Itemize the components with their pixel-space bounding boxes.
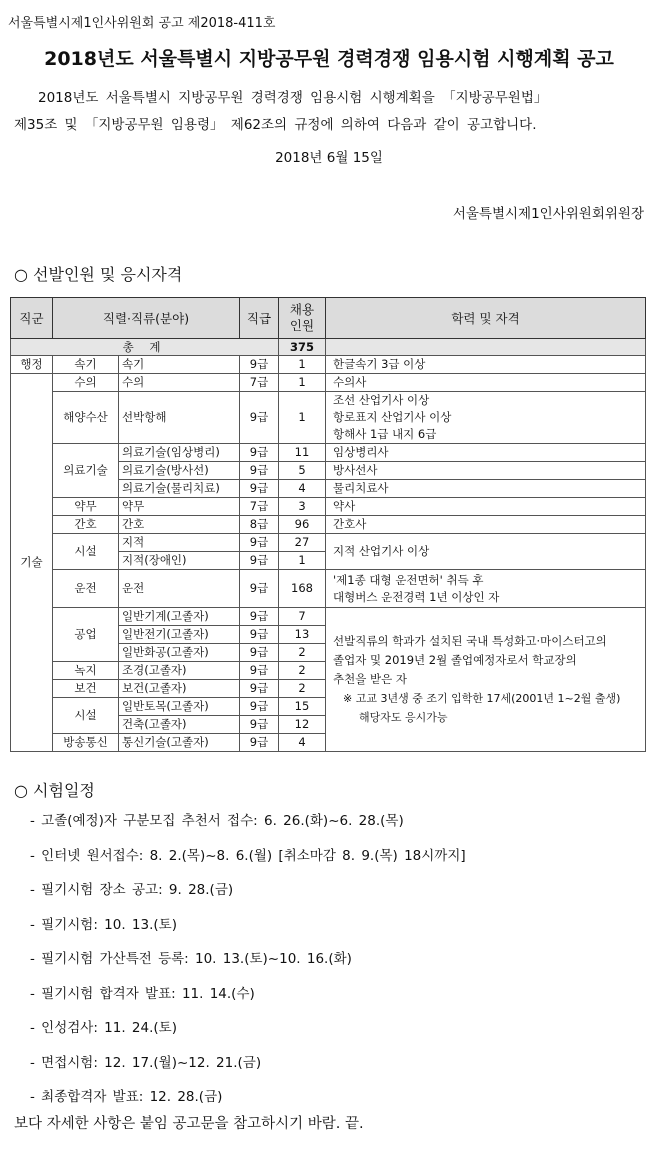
qualification-cell: 간호사 bbox=[326, 516, 646, 534]
header-series: 직렬·직류(분야) bbox=[53, 298, 240, 339]
series-cell: 수의 bbox=[53, 374, 119, 392]
job-cell: 일반화공(고졸자) bbox=[119, 644, 240, 662]
series-cell: 속기 bbox=[53, 356, 119, 374]
schedule-item: - 필기시험 합격자 발표: 11. 14.(수) bbox=[30, 985, 255, 1002]
recruitment-table bbox=[10, 297, 646, 752]
table-row bbox=[11, 516, 646, 534]
body-text-line-2: 제35조 및 「지방공무원 임용령」 제62조의 규정에 의하여 다음과 같이 공고합니다. bbox=[14, 117, 537, 133]
header-grade: 직급 bbox=[240, 298, 279, 339]
job-cell: 일반기계(고졸자) bbox=[119, 608, 240, 626]
document-title: 2018년도 서울특별시 지방공무원 경력경쟁 임용시험 시행계획 공고 bbox=[44, 48, 614, 70]
qualification-line: 항로표지 산업기사 이상 bbox=[333, 410, 452, 424]
total-value: 375 bbox=[279, 339, 326, 356]
job-cell: 속기 bbox=[119, 356, 240, 374]
grade-cell: 9급 bbox=[240, 626, 279, 644]
series-cell: 간호 bbox=[53, 516, 119, 534]
grade-cell: 9급 bbox=[240, 480, 279, 498]
job-cell: 운전 bbox=[119, 570, 240, 608]
grade-cell: 9급 bbox=[240, 698, 279, 716]
qualification-line: 대형버스 운전경력 1년 이상인 자 bbox=[333, 589, 500, 604]
section-title-schedule: ○ 시험일정 bbox=[14, 781, 95, 800]
closing-remark: 보다 자세한 사항은 붙임 공고문을 참고하시기 바람. 끝. bbox=[14, 1116, 364, 1132]
issuer-name: 서울특별시제1인사위원회위원장 bbox=[452, 206, 644, 222]
schedule-item: - 필기시험 가산특전 등록: 10. 13.(토)~10. 16.(화) bbox=[30, 951, 352, 967]
qualification-cell: 물리치료사 bbox=[326, 480, 646, 498]
job-cell: 의료기술(물리치료) bbox=[119, 480, 240, 498]
grade-cell: 9급 bbox=[240, 534, 279, 552]
count-cell: 13 bbox=[279, 626, 326, 644]
qualification-note: ※ 고교 3년생 중 조기 입학한 17세(2001년 1~2월 출생) bbox=[343, 692, 621, 705]
series-cell: 운전 bbox=[53, 570, 119, 608]
count-cell: 2 bbox=[279, 644, 326, 662]
grade-cell: 9급 bbox=[240, 734, 279, 752]
qualification-cell bbox=[326, 392, 646, 444]
count-cell: 27 bbox=[279, 534, 326, 552]
qualification-cell: 약사 bbox=[326, 498, 646, 516]
series-cell: 보건 bbox=[53, 680, 119, 698]
grade-cell: 9급 bbox=[240, 356, 279, 374]
grade-cell: 9급 bbox=[240, 608, 279, 626]
count-cell: 7 bbox=[279, 608, 326, 626]
series-cell: 녹지 bbox=[53, 662, 119, 680]
qualification-cell: 한글속기 3급 이상 bbox=[326, 356, 646, 374]
qualification-cell bbox=[326, 570, 646, 608]
qualification-line: 선발직류의 학과가 설치된 국내 특성화고·마이스터고의 bbox=[333, 634, 607, 648]
count-cell: 15 bbox=[279, 698, 326, 716]
qualification-line: 추천을 받은 자 bbox=[333, 672, 407, 686]
series-cell: 의료기술 bbox=[53, 444, 119, 498]
grade-cell: 9급 bbox=[240, 392, 279, 444]
job-cell: 의료기술(방사선) bbox=[119, 462, 240, 480]
job-cell: 통신기술(고졸자) bbox=[119, 734, 240, 752]
series-cell: 시설 bbox=[53, 534, 119, 570]
grade-cell: 9급 bbox=[240, 462, 279, 480]
count-cell: 4 bbox=[279, 480, 326, 498]
header-count: 채용 인원 bbox=[279, 298, 326, 339]
group-cell: 기술 bbox=[11, 374, 53, 752]
total-label: 총 계 bbox=[11, 339, 279, 356]
job-cell: 수의 bbox=[119, 374, 240, 392]
table-row bbox=[11, 570, 646, 608]
job-cell: 의료기술(임상병리) bbox=[119, 444, 240, 462]
grade-cell: 9급 bbox=[240, 662, 279, 680]
schedule-item: - 최종합격자 발표: 12. 28.(금) bbox=[30, 1089, 223, 1105]
table-row bbox=[11, 356, 646, 374]
table-row bbox=[11, 498, 646, 516]
qualification-cell: 임상병리사 bbox=[326, 444, 646, 462]
grade-cell: 7급 bbox=[240, 374, 279, 392]
total-row bbox=[11, 339, 646, 356]
schedule-item: - 필기시험 장소 공고: 9. 28.(금) bbox=[30, 882, 234, 898]
schedule-item: - 인터넷 원서접수: 8. 2.(목)~8. 6.(월) [취소마감 8. 9.(목) 18시까지] bbox=[30, 847, 466, 864]
section-title-recruitment: ○ 선발인원 및 응시자격 bbox=[14, 265, 183, 284]
series-cell: 방송통신 bbox=[53, 734, 119, 752]
grade-cell: 9급 bbox=[240, 444, 279, 462]
table-row bbox=[11, 608, 646, 626]
body-text-line-1: 2018년도 서울특별시 지방공무원 경력경쟁 임용시험 시행계획을 「지방공무원법」 bbox=[38, 90, 548, 106]
qualification-line: 조선 산업기사 이상 bbox=[333, 393, 430, 407]
header-qualification: 학력 및 자격 bbox=[326, 298, 646, 339]
count-cell: 1 bbox=[279, 552, 326, 570]
job-cell: 조경(고졸자) bbox=[119, 662, 240, 680]
qualification-line: '제1종 대형 운전면허' 취득 후 bbox=[333, 572, 484, 587]
grade-cell: 9급 bbox=[240, 716, 279, 734]
schedule-item: - 인성검사: 11. 24.(토) bbox=[30, 1020, 177, 1036]
job-cell: 선박항해 bbox=[119, 392, 240, 444]
count-cell: 3 bbox=[279, 498, 326, 516]
table-row bbox=[11, 534, 646, 552]
header-group: 직군 bbox=[11, 298, 53, 339]
grade-cell: 7급 bbox=[240, 498, 279, 516]
series-cell: 시설 bbox=[53, 698, 119, 734]
job-cell: 지적(장애인) bbox=[119, 552, 240, 570]
count-cell: 11 bbox=[279, 444, 326, 462]
grade-cell: 9급 bbox=[240, 680, 279, 698]
grade-cell: 9급 bbox=[240, 552, 279, 570]
table-row bbox=[11, 444, 646, 462]
series-cell: 해양수산 bbox=[53, 392, 119, 444]
count-cell: 1 bbox=[279, 392, 326, 444]
qualification-line: 항해사 1급 내지 6급 bbox=[333, 427, 437, 441]
count-cell: 1 bbox=[279, 374, 326, 392]
count-cell: 2 bbox=[279, 662, 326, 680]
job-cell: 건축(고졸자) bbox=[119, 716, 240, 734]
job-cell: 보건(고졸자) bbox=[119, 680, 240, 698]
qualification-cell bbox=[326, 608, 646, 752]
schedule-list bbox=[30, 812, 466, 1123]
job-cell: 일반토목(고졸자) bbox=[119, 698, 240, 716]
table-header-row bbox=[11, 298, 646, 339]
grade-cell: 9급 bbox=[240, 570, 279, 608]
count-cell: 1 bbox=[279, 356, 326, 374]
job-cell: 지적 bbox=[119, 534, 240, 552]
notice-date: 2018년 6월 15일 bbox=[275, 150, 383, 166]
count-cell: 168 bbox=[279, 570, 326, 608]
schedule-item: - 면접시험: 12. 17.(월)~12. 21.(금) bbox=[30, 1054, 262, 1071]
table-row bbox=[11, 374, 646, 392]
job-cell: 일반전기(고졸자) bbox=[119, 626, 240, 644]
table-row bbox=[11, 392, 646, 444]
schedule-item: - 필기시험: 10. 13.(토) bbox=[30, 916, 177, 933]
job-cell: 약무 bbox=[119, 498, 240, 516]
count-cell: 4 bbox=[279, 734, 326, 752]
group-cell: 행정 bbox=[11, 356, 53, 374]
qualification-cell: 수의사 bbox=[326, 374, 646, 392]
series-cell: 약무 bbox=[53, 498, 119, 516]
qualification-note: 해당자도 응시가능 bbox=[359, 711, 448, 724]
job-cell: 간호 bbox=[119, 516, 240, 534]
grade-cell: 8급 bbox=[240, 516, 279, 534]
count-cell: 12 bbox=[279, 716, 326, 734]
qualification-line: 졸업자 및 2019년 2월 졸업예정자로서 학교장의 bbox=[333, 653, 577, 667]
qualification-cell: 지적 산업기사 이상 bbox=[326, 534, 646, 570]
grade-cell: 9급 bbox=[240, 644, 279, 662]
count-cell: 2 bbox=[279, 680, 326, 698]
notice-number: 서울특별시제1인사위원회 공고 제2018-411호 bbox=[8, 16, 276, 31]
schedule-item: - 고졸(예정)자 구분모집 추천서 접수: 6. 26.(화)~6. 28.(목) bbox=[30, 813, 404, 829]
qualification-cell: 방사선사 bbox=[326, 462, 646, 480]
count-cell: 96 bbox=[279, 516, 326, 534]
count-cell: 5 bbox=[279, 462, 326, 480]
series-cell: 공업 bbox=[53, 608, 119, 662]
